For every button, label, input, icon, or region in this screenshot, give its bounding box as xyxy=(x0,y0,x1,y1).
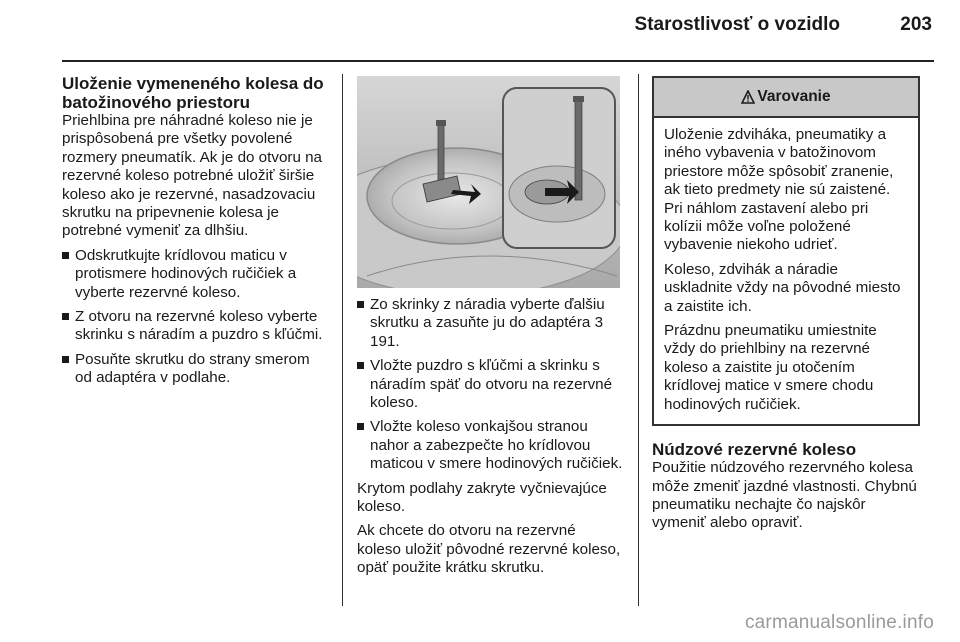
paragraph: Krytom podlahy zakryte vyčnievajúce koleso. xyxy=(357,479,607,516)
column-divider-1 xyxy=(342,74,343,606)
list-item-text: Z otvoru na rezervné koleso vyberte skrinku s náradím a puzdro s kľúčmi. xyxy=(75,308,323,344)
section-heading-storage: Uloženie vymeneného kolesa do batožinového priestoru xyxy=(62,74,324,112)
warning-paragraph: Prázdnu pneumatiku umiestnite vždy do priehlbiny na rezervné koleso a zaistite ju otočením krídlovej matice v smere chodu hodinových ručičiek. xyxy=(664,322,877,413)
spare-wheel-illustration xyxy=(357,76,620,288)
bullet-square-icon xyxy=(357,423,364,430)
warning-title: Varovanie xyxy=(757,87,831,105)
bullet-square-icon xyxy=(357,301,364,308)
column-3 xyxy=(652,74,920,539)
running-header-title: Starostlivosť o vozidlo xyxy=(634,14,840,35)
bullet-square-icon xyxy=(62,313,69,320)
spare-wheel-drawing xyxy=(357,76,620,288)
list-item xyxy=(357,357,623,412)
paragraph: Ak chcete do otvoru na rezervné koleso uložiť pôvodné rezervné koleso, opäť použite krátku skrutku. xyxy=(357,522,621,577)
list-item xyxy=(62,247,328,302)
warning-box xyxy=(652,76,920,426)
bullet-square-icon xyxy=(62,356,69,363)
page-number: 203 xyxy=(900,14,932,35)
column-1 xyxy=(62,74,328,394)
bullet-square-icon xyxy=(62,252,69,259)
header-divider xyxy=(62,60,934,62)
list-item-text: Vložte puzdro s kľúčmi a skrinku s náradím späť do otvoru na rezervné koleso. xyxy=(370,357,613,412)
list-item-text: Posuňte skrutku do strany smerom od adaptéra v podlahe. xyxy=(75,350,310,387)
section-heading-emergency-spare: Núdzové rezervné koleso xyxy=(652,440,857,460)
warning-paragraph: Koleso, zdvihák a náradie uskladnite vždy na pôvodné miesto a zaistite ich. xyxy=(664,260,901,315)
list-item-text: Vložte koleso vonkajšou stranou nahor a zabezpečte ho krídlovou maticou v smere hodinových ručičiek. xyxy=(370,418,623,473)
column-2 xyxy=(357,292,623,584)
intro-paragraph: Priehlbina pre náhradné koleso nie je prispôsobená pre všetky povolené rozmery pneumatík. Ak je do otvoru na rezervné koleso potrebné uložiť širšie koleso ako je rezervné, nasadzovaciu skrutku na pripevnenie kolesa je potrebné vymeniť za dlhšiu. xyxy=(62,112,323,240)
watermark: carmanualsonline.info xyxy=(744,612,934,633)
list-item-text: Odskrutkujte krídlovou maticu v protismere hodinových ručičiek a vyberte rezervné koleso. xyxy=(75,246,297,301)
paragraph: Použitie núdzového rezervného kolesa môže zmeniť jazdné vlastnosti. Chybnú pneumatiku nechajte čo najskôr vymeniť alebo opraviť. xyxy=(652,459,917,532)
column-divider-2 xyxy=(638,74,639,606)
bullet-square-icon xyxy=(357,362,364,369)
list-item xyxy=(62,308,328,345)
warning-triangle-icon xyxy=(741,90,755,104)
list-item xyxy=(62,351,328,388)
warning-header xyxy=(654,78,918,118)
list-item-text: Zo skrinky z náradia vyberte ďalšiu skrutku a zasuňte ju do adaptéra 3 191. xyxy=(370,296,605,350)
warning-body xyxy=(654,118,918,424)
section-emergency-spare xyxy=(652,440,920,533)
list-item xyxy=(357,296,623,351)
list-item xyxy=(357,418,623,473)
warning-paragraph: Uloženie zdviháka, pneumatiky a iného vybavenia v batožinovom priestore môže spôsobiť zranenie, ak tieto predmety nie sú zaistené. Pri náhlom zastavení alebo pri kolízii môže voľne položené vybavenie niekoho udrieť. xyxy=(664,126,894,254)
